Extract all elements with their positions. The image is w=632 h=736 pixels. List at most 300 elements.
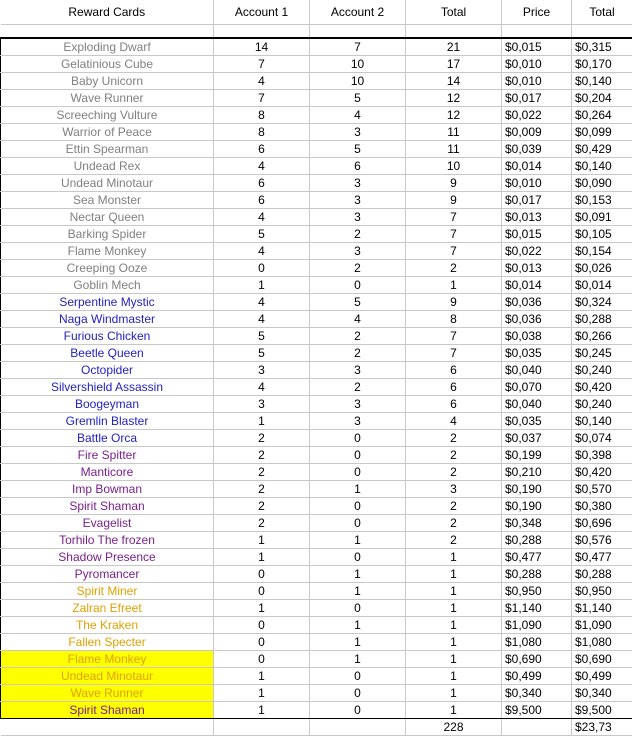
table-row xyxy=(1,157,632,174)
table-row xyxy=(1,191,632,208)
blank-cell[interactable] xyxy=(310,25,406,38)
card-name-cell[interactable]: Evagelist xyxy=(1,514,214,531)
account-1-cell[interactable]: 2 xyxy=(214,480,310,497)
blank-cell[interactable] xyxy=(406,25,502,38)
total-value-cell[interactable]: $1,090 xyxy=(572,616,632,633)
card-name-cell[interactable]: Serpentine Mystic xyxy=(1,293,214,310)
account-2-cell[interactable]: 0 xyxy=(310,684,406,701)
table-row xyxy=(1,565,632,582)
table-row xyxy=(1,276,632,293)
totals-row xyxy=(1,718,632,735)
account-2-cell[interactable]: 0 xyxy=(310,599,406,616)
price-cell[interactable]: $0,015 xyxy=(502,225,572,242)
account-1-cell[interactable]: 8 xyxy=(214,123,310,140)
account-1-cell[interactable]: 4 xyxy=(214,208,310,225)
total-count-cell[interactable]: 8 xyxy=(406,310,502,327)
price-cell[interactable]: $1,090 xyxy=(502,616,572,633)
account-1-cell[interactable]: 2 xyxy=(214,514,310,531)
account-1-cell[interactable]: 8 xyxy=(214,106,310,123)
table-row xyxy=(1,38,632,56)
card-name-cell[interactable]: Spirit Shaman xyxy=(1,497,214,514)
card-name-cell[interactable]: Gremlin Blaster xyxy=(1,412,214,429)
account-1-cell[interactable]: 14 xyxy=(214,38,310,56)
table-row xyxy=(1,225,632,242)
price-cell[interactable]: $0,288 xyxy=(502,531,572,548)
account-2-cell[interactable]: 0 xyxy=(310,514,406,531)
table-row xyxy=(1,55,632,72)
total-value-cell[interactable]: $0,074 xyxy=(572,429,632,446)
account-1-cell[interactable]: 2 xyxy=(214,446,310,463)
total-count-cell[interactable]: 2 xyxy=(406,463,502,480)
card-name-cell[interactable]: Zalran Efreet xyxy=(1,599,214,616)
price-cell[interactable]: $0,014 xyxy=(502,157,572,174)
account-1-cell[interactable]: 4 xyxy=(214,242,310,259)
card-name-cell[interactable]: Undead Minotaur xyxy=(1,667,214,684)
account-2-cell[interactable]: 3 xyxy=(310,208,406,225)
account-2-cell[interactable]: 0 xyxy=(310,429,406,446)
card-name-cell[interactable]: Undead Minotaur xyxy=(1,174,214,191)
total-value-cell[interactable]: $0,014 xyxy=(572,276,632,293)
table-row xyxy=(1,378,632,395)
blank-cell[interactable] xyxy=(214,25,310,38)
account-1-cell[interactable]: 0 xyxy=(214,582,310,599)
account-2-cell[interactable]: 2 xyxy=(310,327,406,344)
account-2-cell[interactable]: 3 xyxy=(310,123,406,140)
account-2-cell[interactable]: 1 xyxy=(310,480,406,497)
account-2-cell[interactable]: 0 xyxy=(310,667,406,684)
blank-row xyxy=(1,25,632,38)
account-2-cell[interactable]: 1 xyxy=(310,616,406,633)
account-1-cell[interactable]: 5 xyxy=(214,327,310,344)
total-count-cell[interactable]: 9 xyxy=(406,174,502,191)
price-cell[interactable]: $0,010 xyxy=(502,174,572,191)
total-count-cell[interactable]: 6 xyxy=(406,378,502,395)
account-2-cell[interactable]: 2 xyxy=(310,225,406,242)
account-1-cell[interactable]: 5 xyxy=(214,225,310,242)
card-name-cell[interactable]: Screeching Vulture xyxy=(1,106,214,123)
account-2-cell[interactable]: 5 xyxy=(310,293,406,310)
total-count-cell[interactable]: 1 xyxy=(406,684,502,701)
table-row xyxy=(1,89,632,106)
account-1-cell[interactable]: 0 xyxy=(214,259,310,276)
total-value-cell[interactable]: $0,398 xyxy=(572,446,632,463)
total-count-cell[interactable]: 1 xyxy=(406,548,502,565)
price-cell[interactable]: $0,499 xyxy=(502,667,572,684)
account-2-cell[interactable]: 10 xyxy=(310,72,406,89)
total-value-cell[interactable]: $1,140 xyxy=(572,599,632,616)
account-2-cell[interactable]: 1 xyxy=(310,565,406,582)
total-value-cell[interactable]: $0,099 xyxy=(572,123,632,140)
table-row xyxy=(1,497,632,514)
table-row xyxy=(1,446,632,463)
price-cell[interactable]: $0,022 xyxy=(502,242,572,259)
blank-cell[interactable] xyxy=(1,25,214,38)
table-row xyxy=(1,361,632,378)
card-name-cell[interactable]: Undead Rex xyxy=(1,157,214,174)
price-cell[interactable]: $0,190 xyxy=(502,497,572,514)
price-cell[interactable]: $0,038 xyxy=(502,327,572,344)
card-name-cell[interactable]: Nectar Queen xyxy=(1,208,214,225)
account-2-cell[interactable]: 4 xyxy=(310,106,406,123)
price-cell[interactable]: $0,340 xyxy=(502,684,572,701)
total-value-cell[interactable]: $0,420 xyxy=(572,463,632,480)
total-value-cell[interactable]: $0,245 xyxy=(572,344,632,361)
account-1-cell[interactable]: 1 xyxy=(214,667,310,684)
total-count-cell[interactable]: 6 xyxy=(406,361,502,378)
price-cell[interactable]: $0,348 xyxy=(502,514,572,531)
price-cell[interactable]: $0,035 xyxy=(502,412,572,429)
card-name-cell[interactable]: Sea Monster xyxy=(1,191,214,208)
account-2-cell[interactable]: 2 xyxy=(310,259,406,276)
total-value-cell[interactable]: $0,315 xyxy=(572,38,632,56)
price-cell[interactable]: $0,014 xyxy=(502,276,572,293)
table-row xyxy=(1,599,632,616)
total-count-cell[interactable]: 2 xyxy=(406,497,502,514)
account-2-cell[interactable]: 5 xyxy=(310,140,406,157)
total-count-cell[interactable]: 11 xyxy=(406,123,502,140)
total-value-cell[interactable]: $0,091 xyxy=(572,208,632,225)
card-name-cell[interactable]: Gelatinious Cube xyxy=(1,55,214,72)
price-cell[interactable]: $0,013 xyxy=(502,259,572,276)
total-count-cell[interactable]: 1 xyxy=(406,650,502,667)
table-row xyxy=(1,344,632,361)
header-price[interactable]: Price xyxy=(502,0,572,25)
header-total-value[interactable]: Total xyxy=(572,0,632,25)
total-count-cell[interactable]: 1 xyxy=(406,565,502,582)
account-2-cell[interactable]: 0 xyxy=(310,548,406,565)
table-row xyxy=(1,259,632,276)
total-count-cell[interactable]: 1 xyxy=(406,582,502,599)
account-2-cell[interactable]: 0 xyxy=(310,701,406,718)
account-2-cell[interactable]: 1 xyxy=(310,531,406,548)
price-cell[interactable]: $0,210 xyxy=(502,463,572,480)
account-2-cell[interactable]: 3 xyxy=(310,412,406,429)
card-name-cell[interactable]: Pyromancer xyxy=(1,565,214,582)
account-2-cell[interactable]: 4 xyxy=(310,310,406,327)
account-2-cell[interactable]: 3 xyxy=(310,174,406,191)
total-count-cell[interactable]: 12 xyxy=(406,89,502,106)
account-1-cell[interactable]: 6 xyxy=(214,174,310,191)
account-1-cell[interactable]: 2 xyxy=(214,463,310,480)
total-count-cell[interactable]: 2 xyxy=(406,259,502,276)
price-cell[interactable]: $0,070 xyxy=(502,378,572,395)
total-value-cell[interactable]: $0,090 xyxy=(572,174,632,191)
price-cell[interactable]: $0,009 xyxy=(502,123,572,140)
account-1-cell[interactable]: 0 xyxy=(214,565,310,582)
total-count-cell[interactable]: 2 xyxy=(406,429,502,446)
account-1-cell[interactable]: 1 xyxy=(214,412,310,429)
table-row xyxy=(1,106,632,123)
price-cell[interactable]: $0,037 xyxy=(502,429,572,446)
card-name-cell[interactable]: Beetle Queen xyxy=(1,344,214,361)
total-count-cell[interactable]: 21 xyxy=(406,38,502,56)
total-value-cell[interactable]: $0,420 xyxy=(572,378,632,395)
total-value-cell[interactable]: $0,204 xyxy=(572,89,632,106)
price-cell[interactable]: $0,035 xyxy=(502,344,572,361)
table-row xyxy=(1,633,632,650)
total-value-cell[interactable]: $0,288 xyxy=(572,565,632,582)
account-1-cell[interactable]: 6 xyxy=(214,140,310,157)
account-1-cell[interactable]: 7 xyxy=(214,89,310,106)
account-2-cell[interactable]: 1 xyxy=(310,650,406,667)
account-1-cell[interactable]: 4 xyxy=(214,310,310,327)
account-2-cell[interactable]: 0 xyxy=(310,446,406,463)
total-value-cell[interactable]: $0,153 xyxy=(572,191,632,208)
total-count-cell[interactable]: 2 xyxy=(406,531,502,548)
total-count-cell[interactable]: 1 xyxy=(406,276,502,293)
total-value-cell[interactable]: $0,140 xyxy=(572,157,632,174)
table-row xyxy=(1,701,632,718)
total-value-cell[interactable]: $0,240 xyxy=(572,395,632,412)
card-name-cell[interactable]: Goblin Mech xyxy=(1,276,214,293)
total-count-cell[interactable]: 14 xyxy=(406,72,502,89)
card-name-cell[interactable]: Ettin Spearman xyxy=(1,140,214,157)
card-name-cell[interactable]: Battle Orca xyxy=(1,429,214,446)
total-value-cell[interactable]: $0,264 xyxy=(572,106,632,123)
card-name-cell[interactable]: Boogeyman xyxy=(1,395,214,412)
total-count-cell[interactable]: 2 xyxy=(406,446,502,463)
card-name-cell[interactable]: Spirit Miner xyxy=(1,582,214,599)
account-1-cell[interactable]: 2 xyxy=(214,497,310,514)
account-2-cell[interactable]: 2 xyxy=(310,378,406,395)
price-cell[interactable]: $0,199 xyxy=(502,446,572,463)
account-2-cell[interactable]: 1 xyxy=(310,633,406,650)
account-1-cell[interactable]: 1 xyxy=(214,599,310,616)
total-value-cell[interactable]: $0,240 xyxy=(572,361,632,378)
account-2-cell[interactable]: 10 xyxy=(310,55,406,72)
price-cell[interactable]: $0,190 xyxy=(502,480,572,497)
table-row xyxy=(1,242,632,259)
price-cell[interactable]: $0,477 xyxy=(502,548,572,565)
account-1-cell[interactable]: 7 xyxy=(214,55,310,72)
account-2-cell[interactable]: 0 xyxy=(310,497,406,514)
total-count-cell[interactable]: 7 xyxy=(406,225,502,242)
grid-body xyxy=(1,0,632,735)
total-count-cell[interactable]: 1 xyxy=(406,616,502,633)
table-row xyxy=(1,548,632,565)
total-count-cell[interactable]: 1 xyxy=(406,633,502,650)
total-count-cell[interactable]: 2 xyxy=(406,514,502,531)
account-2-cell[interactable]: 6 xyxy=(310,157,406,174)
blank-cell[interactable] xyxy=(572,25,632,38)
total-count-cell[interactable]: 1 xyxy=(406,667,502,684)
blank-cell[interactable] xyxy=(1,718,214,735)
table-row xyxy=(1,514,632,531)
blank-cell[interactable] xyxy=(502,718,572,735)
price-cell[interactable]: $0,040 xyxy=(502,395,572,412)
account-1-cell[interactable]: 2 xyxy=(214,429,310,446)
table-row xyxy=(1,650,632,667)
blank-cell[interactable] xyxy=(502,25,572,38)
card-name-cell[interactable]: Warrior of Peace xyxy=(1,123,214,140)
price-cell[interactable]: $9,500 xyxy=(502,701,572,718)
total-count-cell[interactable]: 3 xyxy=(406,480,502,497)
total-count-cell[interactable]: 7 xyxy=(406,208,502,225)
total-value-cell[interactable]: $0,154 xyxy=(572,242,632,259)
total-value-cell[interactable]: $0,140 xyxy=(572,72,632,89)
total-count-cell[interactable]: 12 xyxy=(406,106,502,123)
card-name-cell[interactable]: Manticore xyxy=(1,463,214,480)
account-1-cell[interactable]: 5 xyxy=(214,344,310,361)
price-cell[interactable]: $0,288 xyxy=(502,565,572,582)
price-cell[interactable]: $0,036 xyxy=(502,293,572,310)
blank-cell[interactable] xyxy=(214,718,310,735)
total-value-cell[interactable]: $0,696 xyxy=(572,514,632,531)
account-1-cell[interactable]: 1 xyxy=(214,531,310,548)
total-count-cell[interactable]: 9 xyxy=(406,191,502,208)
table-row xyxy=(1,140,632,157)
total-count-cell[interactable]: 1 xyxy=(406,599,502,616)
account-2-cell[interactable]: 3 xyxy=(310,191,406,208)
total-value-cell[interactable]: $0,324 xyxy=(572,293,632,310)
price-cell[interactable]: $0,690 xyxy=(502,650,572,667)
card-name-cell[interactable]: Wave Runner xyxy=(1,89,214,106)
table-row xyxy=(1,310,632,327)
price-cell[interactable]: $0,017 xyxy=(502,89,572,106)
card-name-cell[interactable]: Shadow Presence xyxy=(1,548,214,565)
price-cell[interactable]: $1,140 xyxy=(502,599,572,616)
price-cell[interactable]: $0,015 xyxy=(502,38,572,56)
account-2-cell[interactable]: 7 xyxy=(310,38,406,56)
account-1-cell[interactable]: 1 xyxy=(214,684,310,701)
total-count-cell[interactable]: 6 xyxy=(406,395,502,412)
total-value-cell[interactable]: $0,140 xyxy=(572,412,632,429)
table-row xyxy=(1,616,632,633)
table-row xyxy=(1,327,632,344)
card-name-cell[interactable]: Octopider xyxy=(1,361,214,378)
account-1-cell[interactable]: 3 xyxy=(214,361,310,378)
card-name-cell[interactable]: Flame Monkey xyxy=(1,242,214,259)
account-1-cell[interactable]: 0 xyxy=(214,633,310,650)
blank-cell[interactable] xyxy=(310,718,406,735)
total-value-cell[interactable]: $0,380 xyxy=(572,497,632,514)
price-cell[interactable]: $0,010 xyxy=(502,55,572,72)
header-account-1[interactable]: Account 1 xyxy=(214,0,310,25)
price-cell[interactable]: $0,022 xyxy=(502,106,572,123)
table-row xyxy=(1,582,632,599)
card-name-cell[interactable]: Fallen Specter xyxy=(1,633,214,650)
total-count-cell[interactable]: 4 xyxy=(406,412,502,429)
account-2-cell[interactable]: 5 xyxy=(310,89,406,106)
account-1-cell[interactable]: 0 xyxy=(214,616,310,633)
table-row xyxy=(1,531,632,548)
card-name-cell[interactable]: Creeping Ooze xyxy=(1,259,214,276)
price-cell[interactable]: $0,039 xyxy=(502,140,572,157)
card-name-cell[interactable]: Naga Windmaster xyxy=(1,310,214,327)
account-2-cell[interactable]: 3 xyxy=(310,395,406,412)
total-value-cell[interactable]: $0,576 xyxy=(572,531,632,548)
total-count-cell[interactable]: 9 xyxy=(406,293,502,310)
price-cell[interactable]: $0,950 xyxy=(502,582,572,599)
account-2-cell[interactable]: 3 xyxy=(310,242,406,259)
table-row xyxy=(1,463,632,480)
table-row xyxy=(1,684,632,701)
grand-total-count[interactable]: 228 xyxy=(406,718,502,735)
card-name-cell[interactable]: Barking Spider xyxy=(1,225,214,242)
price-cell[interactable]: $0,010 xyxy=(502,72,572,89)
total-count-cell[interactable]: 7 xyxy=(406,344,502,361)
card-name-cell[interactable]: Wave Runner xyxy=(1,684,214,701)
total-count-cell[interactable]: 1 xyxy=(406,701,502,718)
account-2-cell[interactable]: 3 xyxy=(310,361,406,378)
card-name-cell[interactable]: Baby Unicorn xyxy=(1,72,214,89)
total-value-cell[interactable]: $0,105 xyxy=(572,225,632,242)
account-1-cell[interactable]: 4 xyxy=(214,378,310,395)
total-count-cell[interactable]: 10 xyxy=(406,157,502,174)
card-name-cell[interactable]: Fire Spitter xyxy=(1,446,214,463)
table-row xyxy=(1,123,632,140)
card-name-cell[interactable]: Exploding Dwarf xyxy=(1,38,214,56)
total-value-cell[interactable]: $0,950 xyxy=(572,582,632,599)
header-account-2[interactable]: Account 2 xyxy=(310,0,406,25)
price-cell[interactable]: $0,013 xyxy=(502,208,572,225)
total-value-cell[interactable]: $0,690 xyxy=(572,650,632,667)
table-row xyxy=(1,72,632,89)
grand-total-value[interactable]: $23,73 xyxy=(572,718,632,735)
total-value-cell[interactable]: $0,266 xyxy=(572,327,632,344)
price-cell[interactable]: $0,040 xyxy=(502,361,572,378)
table-row xyxy=(1,174,632,191)
account-1-cell[interactable]: 4 xyxy=(214,157,310,174)
account-1-cell[interactable]: 4 xyxy=(214,72,310,89)
table-row xyxy=(1,293,632,310)
total-count-cell[interactable]: 7 xyxy=(406,242,502,259)
total-count-cell[interactable]: 11 xyxy=(406,140,502,157)
price-cell[interactable]: $0,017 xyxy=(502,191,572,208)
table-row xyxy=(1,429,632,446)
price-cell[interactable]: $1,080 xyxy=(502,633,572,650)
account-2-cell[interactable]: 1 xyxy=(310,582,406,599)
total-value-cell[interactable]: $0,340 xyxy=(572,684,632,701)
header-reward-cards[interactable]: Reward Cards xyxy=(1,0,214,25)
total-value-cell[interactable]: $0,170 xyxy=(572,55,632,72)
total-value-cell[interactable]: $0,288 xyxy=(572,310,632,327)
table-row xyxy=(1,395,632,412)
account-2-cell[interactable]: 0 xyxy=(310,276,406,293)
table-row xyxy=(1,480,632,497)
table-row xyxy=(1,667,632,684)
card-name-cell[interactable]: Furious Chicken xyxy=(1,327,214,344)
total-value-cell[interactable]: $9,500 xyxy=(572,701,632,718)
card-name-cell[interactable]: Imp Bowman xyxy=(1,480,214,497)
account-2-cell[interactable]: 0 xyxy=(310,463,406,480)
total-value-cell[interactable]: $0,477 xyxy=(572,548,632,565)
card-name-cell[interactable]: Spirit Shaman xyxy=(1,701,214,718)
total-value-cell[interactable]: $1,080 xyxy=(572,633,632,650)
price-cell[interactable]: $0,036 xyxy=(502,310,572,327)
account-1-cell[interactable]: 4 xyxy=(214,293,310,310)
account-1-cell[interactable]: 0 xyxy=(214,650,310,667)
card-name-cell[interactable]: Flame Monkey xyxy=(1,650,214,667)
total-value-cell[interactable]: $0,429 xyxy=(572,140,632,157)
card-name-cell[interactable]: Silvershield Assassin xyxy=(1,378,214,395)
account-1-cell[interactable]: 6 xyxy=(214,191,310,208)
card-name-cell[interactable]: The Kraken xyxy=(1,616,214,633)
total-value-cell[interactable]: $0,026 xyxy=(572,259,632,276)
total-value-cell[interactable]: $0,570 xyxy=(572,480,632,497)
card-name-cell[interactable]: Torhilo The frozen xyxy=(1,531,214,548)
account-1-cell[interactable]: 1 xyxy=(214,701,310,718)
table-row xyxy=(1,412,632,429)
account-1-cell[interactable]: 1 xyxy=(214,548,310,565)
total-count-cell[interactable]: 7 xyxy=(406,327,502,344)
total-count-cell[interactable]: 17 xyxy=(406,55,502,72)
total-value-cell[interactable]: $0,499 xyxy=(572,667,632,684)
account-1-cell[interactable]: 1 xyxy=(214,276,310,293)
header-total[interactable]: Total xyxy=(406,0,502,25)
account-2-cell[interactable]: 2 xyxy=(310,344,406,361)
account-1-cell[interactable]: 3 xyxy=(214,395,310,412)
